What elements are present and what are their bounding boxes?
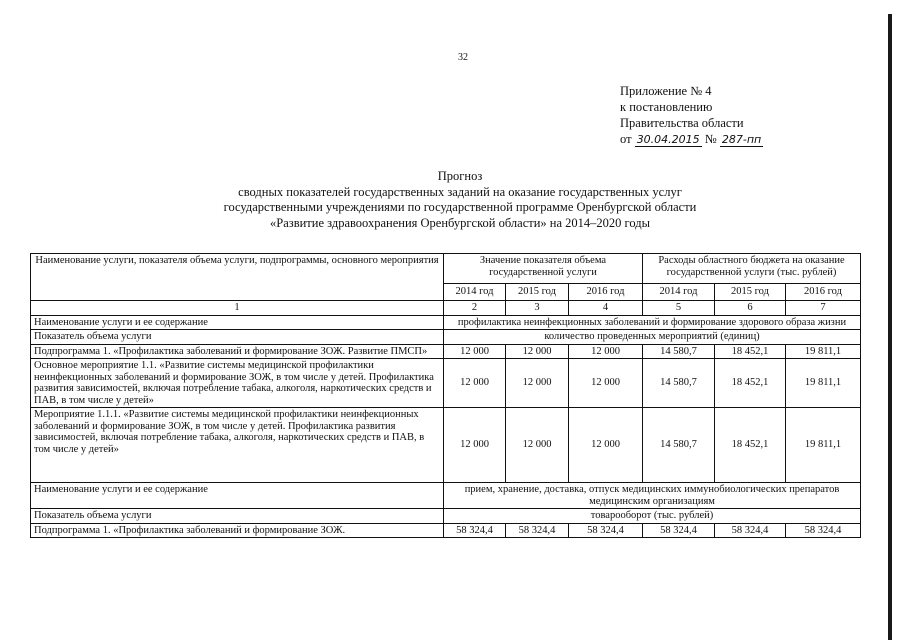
row-value: 12 000 [444,344,506,359]
header-year: 2015 год [715,284,786,301]
table-row [31,359,861,408]
row-value: 19 811,1 [786,344,861,359]
table-row [31,523,861,538]
row-value: 12 000 [506,359,569,408]
column-number: 5 [643,301,715,316]
header-col-value: Значение показателя объема государственной услуги [444,254,643,284]
row-value: 12 000 [569,359,643,408]
appendix-line-2: к постановлению [620,100,713,114]
row-value: 14 580,7 [643,359,715,408]
block1-service-row [31,315,861,330]
header-year: 2014 год [643,284,715,301]
row-value: 12 000 [569,408,643,483]
row-value: 12 000 [506,344,569,359]
indicator-value: количество проведенных мероприятий (единиц) [444,330,861,345]
service-label: Наименование услуги и ее содержание [31,315,444,330]
title-line-3: государственными учреждениями по государственной программе Оренбургской области [223,200,697,214]
row-value: 12 000 [506,408,569,483]
row-value: 14 580,7 [643,344,715,359]
row-value: 58 324,4 [786,523,861,538]
indicator-label: Показатель объема услуги [31,509,444,524]
header-year: 2015 год [506,284,569,301]
indicator-label: Показатель объема услуги [31,330,444,345]
row-value: 14 580,7 [643,408,715,483]
row-name: Мероприятие 1.1.1. «Развитие системы медицинской профилактики неинфекционных заболеваний и формирование ЗОЖ, в том числе у детей. Профилактика развития зависимостей, включая потребление табака, алкоголя, наркотических средств и ПАВ, в том числе у детей» [31,408,444,483]
title-line-4: «Развитие здравоохранения Оренбургской области» на 2014–2020 годы [270,215,650,230]
service-value: прием, хранение, доставка, отпуск медицинских иммунобиологических препаратов медицинским организациям [444,483,861,509]
header-year: 2016 год [786,284,861,301]
row-value: 58 324,4 [643,523,715,538]
appendix-number-sign: № [704,132,717,146]
row-value: 12 000 [444,359,506,408]
document-title [140,169,780,231]
row-value: 58 324,4 [444,523,506,538]
column-number: 4 [569,301,643,316]
row-value: 18 452,1 [715,408,786,483]
scan-edge-line [888,14,892,640]
header-year: 2016 год [569,284,643,301]
row-value: 18 452,1 [715,344,786,359]
appendix-number: 287-пп [721,133,762,146]
appendix-date-line [620,131,763,148]
table-row [31,408,861,483]
table-row [31,344,861,359]
header-col-name: Наименование услуги, показателя объема услуги, подпрограммы, основного мероприятия [31,254,444,301]
header-col-expense: Расходы областного бюджета на оказание государственной услуги (тыс. рублей) [643,254,861,284]
appendix-line-3: Правительства области [620,116,744,130]
row-value: 12 000 [569,344,643,359]
column-number: 6 [715,301,786,316]
column-number: 3 [506,301,569,316]
column-number: 7 [786,301,861,316]
header-row-1 [31,254,861,284]
title-line-2: сводных показателей государственных заданий на оказание государственных услуг [238,184,682,199]
appendix-block [620,83,763,148]
row-value: 12 000 [444,408,506,483]
appendix-date: 30.04.2015 [636,133,700,146]
header-row-numbers [31,301,861,316]
forecast-table [30,253,861,538]
block2-indicator-row [31,509,861,524]
row-value: 19 811,1 [786,408,861,483]
row-name: Основное мероприятие 1.1. «Развитие системы медицинской профилактики неинфекционных заболеваний и формирование ЗОЖ, в том числе у детей. Профилактика развития зависимостей, включая потребление табака, алкоголя, наркотических средств и ПАВ, в том числе у детей» [31,359,444,408]
row-value: 58 324,4 [715,523,786,538]
row-value: 58 324,4 [506,523,569,538]
row-value: 19 811,1 [786,359,861,408]
appendix-from-prefix: от [620,132,632,146]
column-number: 2 [444,301,506,316]
row-name: Подпрограмма 1. «Профилактика заболеваний и формирование ЗОЖ. Развитие ПМСП» [31,344,444,359]
page-number: 32 [458,52,468,63]
block1-indicator-row [31,330,861,345]
appendix-line-1: Приложение № 4 [620,84,712,98]
row-name: Подпрограмма 1. «Профилактика заболеваний и формирование ЗОЖ. [31,523,444,538]
row-value: 58 324,4 [569,523,643,538]
indicator-value: товарооборот (тыс. рублей) [444,509,861,524]
service-value: профилактика неинфекционных заболеваний и формирование здорового образа жизни [444,315,861,330]
column-number: 1 [31,301,444,316]
block2-service-row [31,483,861,509]
service-label: Наименование услуги и ее содержание [31,483,444,509]
row-value: 18 452,1 [715,359,786,408]
title-line-1: Прогноз [437,169,483,183]
header-year: 2014 год [444,284,506,301]
